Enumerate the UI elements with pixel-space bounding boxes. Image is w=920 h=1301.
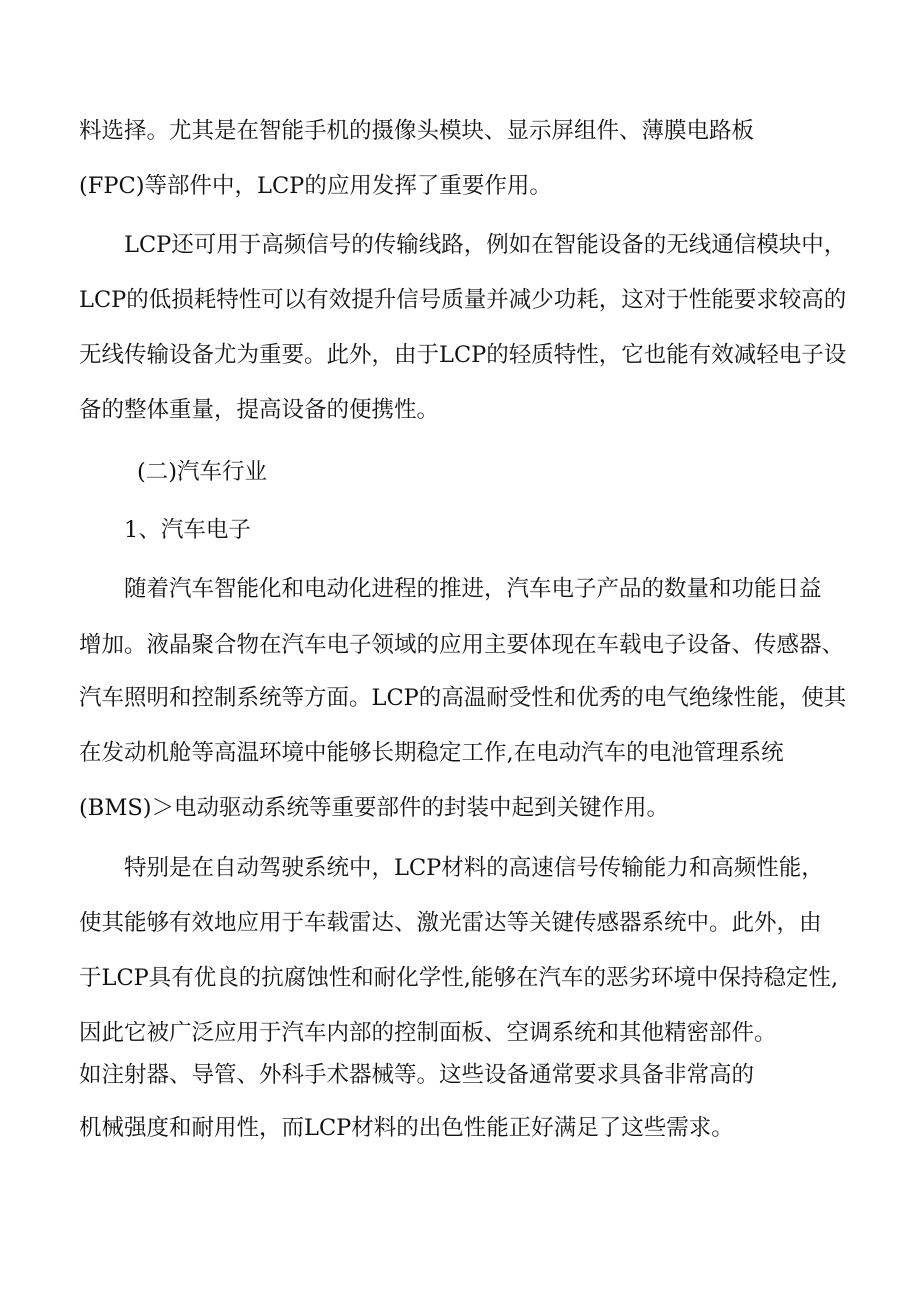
text-line: LCP的低损耗特性可以有效提升信号质量并减少功耗，这对于性能要求较高的 (79, 287, 847, 313)
text-line: 汽车照明和控制系统等方面。LCP的高温耐受性和优秀的电气绝缘性能，使其 (79, 685, 847, 711)
subsection-heading: 1、汽车电子 (124, 517, 251, 543)
text-line: 于LCP具有优良的抗腐蚀性和耐化学性,能够在汽车的恶劣环境中保持稳定性, (79, 965, 839, 991)
text-line: 因此它被广泛应用于汽车内部的控制面板、空调系统和其他精密部件。 (79, 1020, 777, 1046)
text-line: 料选择。尤其是在智能手机的摄像头模块、显示屏组件、薄膜电路板 (79, 118, 755, 144)
text-line: 使其能够有效地应用于车载雷达、激光雷达等关键传感器系统中。此外，由 (79, 910, 822, 936)
text-line: 增加。液晶聚合物在汽车电子领域的应用主要体现在车载电子设备、传感器、 (79, 632, 845, 658)
text-line: 随着汽车智能化和电动化进程的推进，汽车电子产品的数量和功能日益 (124, 576, 822, 602)
text-line: LCP还可用于高频信号的传输线路，例如在智能设备的无线通信模块中， (124, 232, 847, 258)
text-line: 特别是在自动驾驶系统中，LCP材料的高速信号传输能力和高频性能， (124, 855, 824, 881)
text-line: 如注射器、导管、外科手术器械等。这些设备通常要求具备非常高的 (79, 1062, 755, 1088)
text-line: 在发动机舱等高温环境中能够长期稳定工作,在电动汽车的电池管理系统 (79, 740, 784, 766)
text-line: (BMS)＞电动驱动系统等重要部件的封装中起到关键作用。 (79, 795, 670, 821)
text-line: 备的整体重量，提高设备的便携性。 (79, 397, 440, 423)
text-line: 机械强度和耐用性，而LCP材料的出色性能正好满足了这些需求。 (79, 1115, 734, 1141)
text-line: (FPC)等部件中，LCP的应用发挥了重要作用。 (79, 173, 552, 199)
section-heading: (二)汽车行业 (137, 459, 268, 485)
text-line: 无线传输设备尤为重要。此外，由于LCP的轻质特性，它也能有效减轻电子设 (79, 342, 847, 368)
